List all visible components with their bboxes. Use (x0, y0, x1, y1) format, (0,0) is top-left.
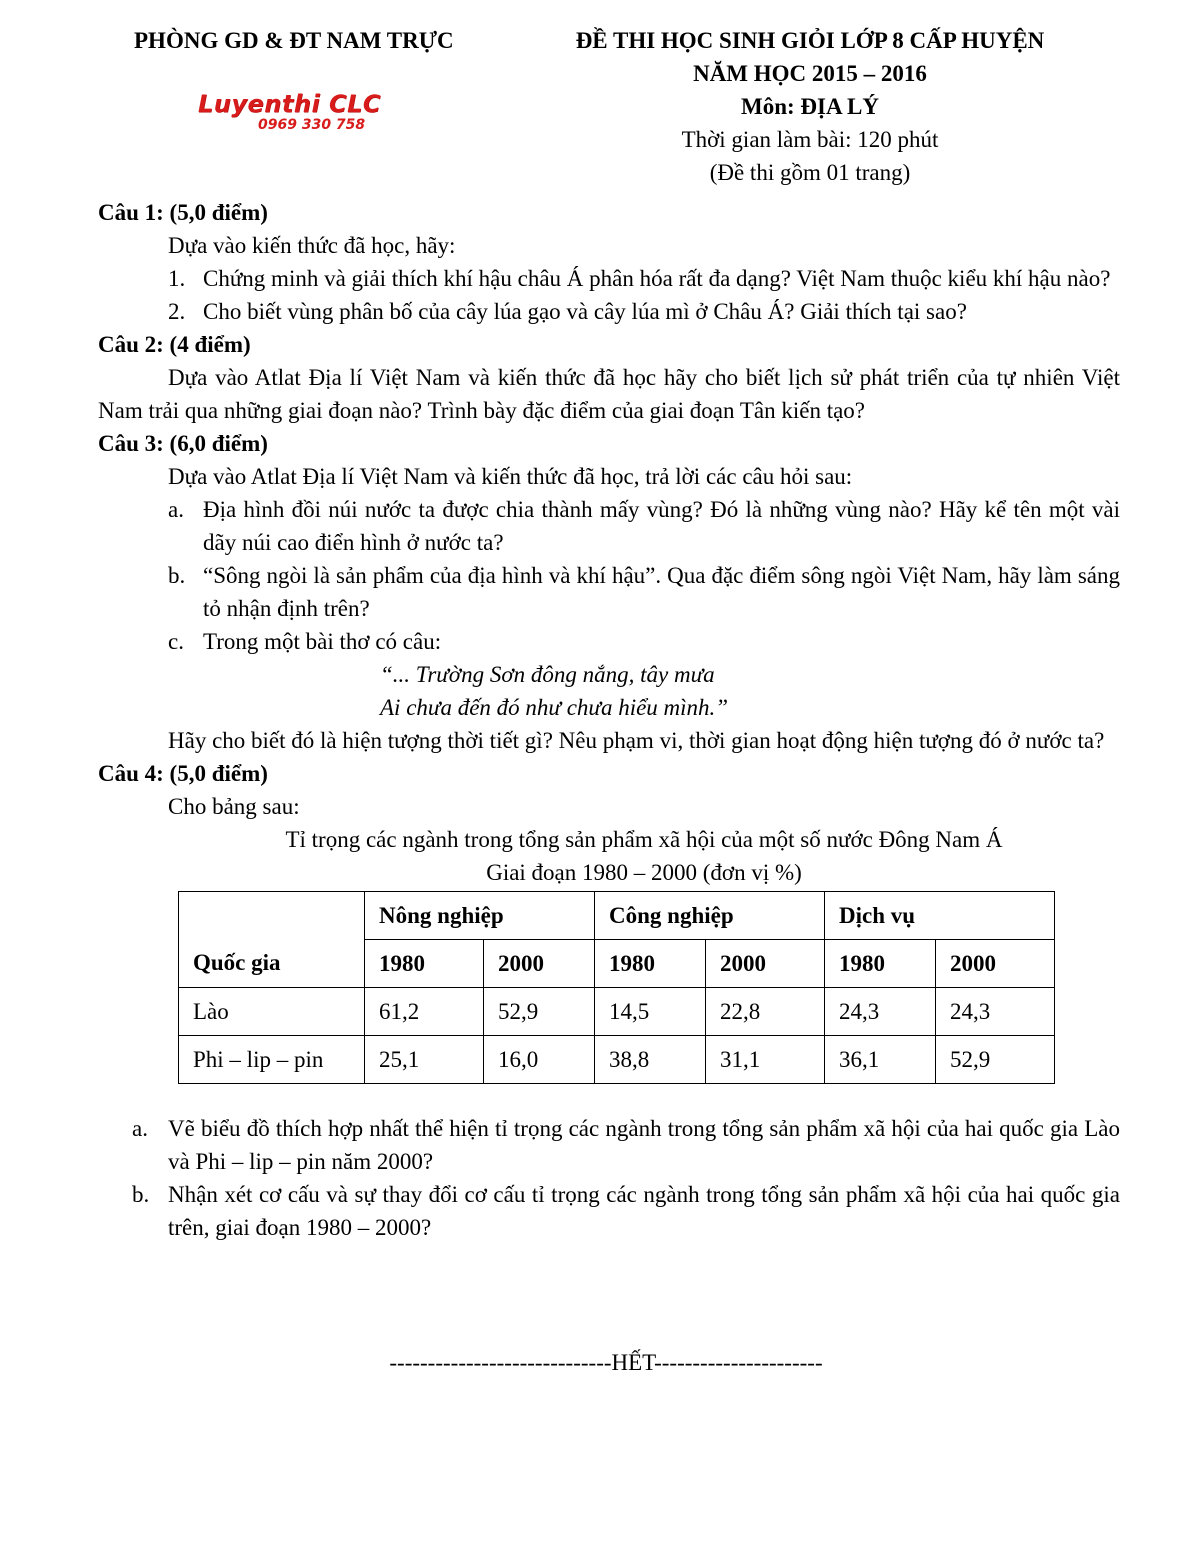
q1-item-text: Chứng minh và giải thích khí hậu châu Á phân hóa rất đa dạng? Việt Nam thuộc kiểu khí hậu nào? (203, 266, 1111, 291)
cell-country: Lào (179, 988, 365, 1036)
department-name: PHÒNG GD & ĐT NAM TRỰC (134, 28, 454, 53)
cell-value: 61,2 (365, 988, 484, 1036)
q3-title: Câu 3: (6,0 điểm) (98, 431, 268, 456)
q3-intro: Dựa vào Atlat Địa lí Việt Nam và kiến thức đã học, trả lời các câu hỏi sau: (168, 464, 853, 489)
q4-item (98, 1112, 1120, 1178)
table-row (179, 1036, 1055, 1084)
q3-item-text: “Sông ngòi là sản phẩm của địa hình và khí hậu”. Qua đặc điểm sông ngòi Việt Nam, hãy làm sáng tỏ nhận định trên? (203, 563, 1120, 621)
header-group-services: Dịch vụ (825, 892, 1055, 940)
cell-value: 38,8 (595, 1036, 706, 1084)
cell-value: 31,1 (706, 1036, 825, 1084)
header-year: 1980 (825, 940, 936, 988)
exam-title: ĐỀ THI HỌC SINH GIỎI LỚP 8 CẤP HUYỆN (575, 28, 1045, 53)
q2-text: Dựa vào Atlat Địa lí Việt Nam và kiến thức đã học hãy cho biết lịch sử phát triển của tự nhiên Việt Nam trải qua những giai đoạn nào? Trình bày đặc điểm của giai đoạn Tân kiến tạo? (98, 365, 1120, 423)
cell-value: 22,8 (706, 988, 825, 1036)
poem-line-2: Ai chưa đến đó như chưa hiểu mình.” (380, 695, 729, 720)
exam-header (540, 24, 1080, 189)
q4-item-text: Nhận xét cơ cấu và sự thay đổi cơ cấu tỉ trọng các ngành trong tổng sản phẩm xã hội của hai quốc gia trên, giai đoạn 1980 – 2000? (168, 1182, 1120, 1240)
q3-item (98, 559, 1120, 625)
header-year: 1980 (595, 940, 706, 988)
subject: Môn: ĐỊA LÝ (740, 94, 879, 119)
poem-quote (98, 658, 1120, 724)
q3-item-marker: c. (168, 629, 184, 654)
q4-intro: Cho bảng sau: (168, 794, 300, 819)
data-table (178, 891, 1055, 1084)
q3-item (98, 493, 1120, 559)
header-country: Quốc gia (179, 892, 365, 988)
q1-intro: Dựa vào kiến thức đã học, hãy: (168, 233, 456, 258)
cell-value: 16,0 (484, 1036, 595, 1084)
q3-item-text: Trong một bài thơ có câu: (203, 629, 442, 654)
exam-time: Thời gian làm bài: 120 phút (681, 127, 939, 152)
q3-item (98, 625, 1120, 658)
cell-value: 24,3 (936, 988, 1055, 1036)
school-year: NĂM HỌC 2015 – 2016 (693, 61, 927, 86)
header-year: 1980 (365, 940, 484, 988)
header-group-industry: Công nghiệp (595, 892, 825, 940)
q1-item-text: Cho biết vùng phân bố của cây lúa gạo và cây lúa mì ở Châu Á? Giải thích tại sao? (203, 299, 967, 324)
logo-brand: Luyenthi CLC (198, 90, 382, 118)
table-caption-line-1: Tỉ trọng các ngành trong tổng sản phẩm xã hội của một số nước Đông Nam Á (285, 827, 1003, 852)
table-row (179, 988, 1055, 1036)
q4-item (98, 1178, 1120, 1244)
logo-phone: 0969 330 758 (258, 117, 366, 133)
cell-value: 52,9 (484, 988, 595, 1036)
q1-item-marker: 1. (168, 266, 186, 291)
table-header-row (179, 892, 1055, 940)
poem-line-1: “... Trường Sơn đông nắng, tây mưa (380, 662, 715, 687)
q2-title: Câu 2: (4 điểm) (98, 332, 251, 357)
q1-item (98, 295, 1120, 328)
q3-item-text: Địa hình đồi núi nước ta được chia thành mấy vùng? Đó là những vùng nào? Hãy kể tên một vài dãy núi cao điển hình ở nước ta? (203, 497, 1120, 555)
exam-body (98, 196, 1120, 1244)
cell-value: 25,1 (365, 1036, 484, 1084)
q4-item-marker: b. (132, 1182, 150, 1207)
cell-value: 24,3 (825, 988, 936, 1036)
cell-value: 52,9 (936, 1036, 1055, 1084)
page-count: (Đề thi gồm 01 trang) (709, 160, 911, 185)
cell-value: 14,5 (595, 988, 706, 1036)
end-marker: -----------------------------HẾT---------------------- (389, 1350, 823, 1375)
q3-item-marker: b. (168, 563, 186, 588)
q4-item-text: Vẽ biểu đồ thích hợp nhất thể hiện tỉ trọng các ngành trong tổng sản phẩm xã hội của hai quốc gia Lào và Phi – lip – pin năm 2000? (168, 1116, 1120, 1174)
cell-value: 36,1 (825, 1036, 936, 1084)
q4-tasks (98, 1112, 1120, 1244)
header-group-agriculture: Nông nghiệp (365, 892, 595, 940)
q1-title: Câu 1: (5,0 điểm) (98, 200, 268, 225)
table-caption-line-2: Giai đoạn 1980 – 2000 (đơn vị %) (486, 860, 802, 885)
q1-item (98, 262, 1120, 295)
q4-title: Câu 4: (5,0 điểm) (98, 761, 268, 786)
header-year: 2000 (936, 940, 1055, 988)
q4-item-marker: a. (132, 1116, 148, 1141)
watermark-logo (198, 92, 418, 132)
cell-country: Phi – lip – pin (179, 1036, 365, 1084)
q1-item-marker: 2. (168, 299, 186, 324)
q3-item-marker: a. (168, 497, 184, 522)
header-year: 2000 (706, 940, 825, 988)
header-year: 2000 (484, 940, 595, 988)
q3-followup: Hãy cho biết đó là hiện tượng thời tiết gì? Nêu phạm vi, thời gian hoạt động hiện tượng đó ở nước ta? (168, 728, 1105, 753)
